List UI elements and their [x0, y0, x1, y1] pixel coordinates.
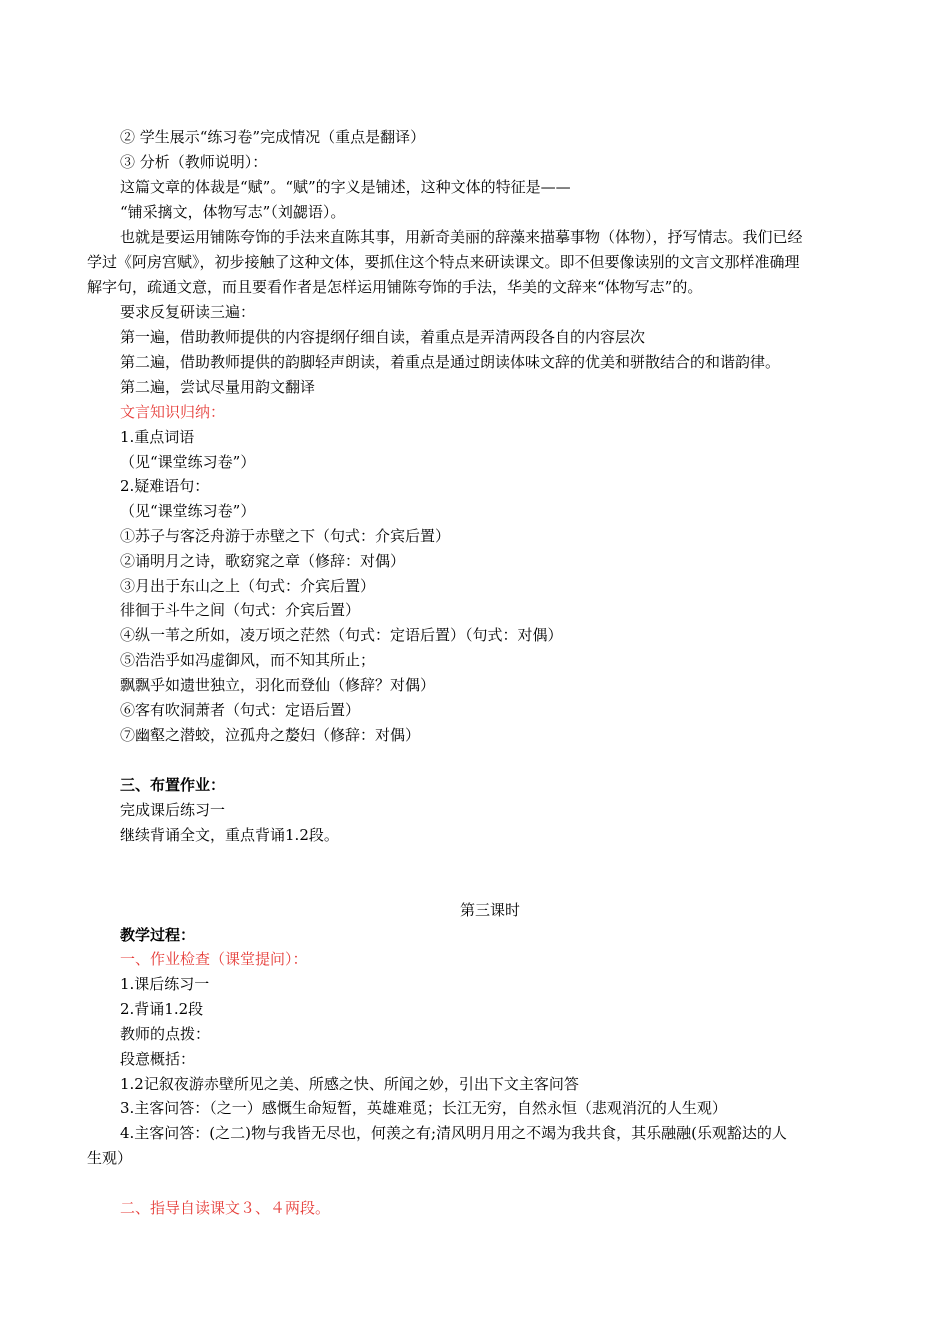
text-line: 这篇文章的体裁是“赋”。“赋”的字义是铺述，这种文体的特征是——	[120, 178, 571, 196]
text-line: 飘飘乎如遗世独立，羽化而登仙（修辞？对偶）	[120, 676, 436, 694]
text-line: 1.2记叙夜游赤壁所见之美、所感之快、所闻之妙，引出下文主客问答	[120, 1075, 579, 1093]
text-line: 3.主客问答：（之一）感慨生命短暂，英雄难觅；长江无穷，自然永恒（悲观消沉的人生观）	[120, 1099, 727, 1117]
lesson-title: 第三课时	[459, 901, 520, 919]
text-line: ③月出于东山之上（句式：介宾后置）	[120, 577, 376, 595]
text-line: （见“课堂练习卷”）	[120, 502, 256, 520]
text-line: 1.课后练习一	[120, 975, 210, 993]
text-line: “铺采摛文，体物写志”（刘勰语）。	[120, 203, 346, 221]
text-line: 学过《阿房宫赋》，初步接触了这种文体，要抓住这个特点来研读课文。即不但要像读别的文言文那样准确理	[87, 253, 800, 271]
text-line: 第二遍，尝试尽量用韵文翻译	[120, 378, 316, 396]
text-line: 继续背诵全文，重点背诵1.2段。	[120, 826, 339, 844]
text-line: ①苏子与客泛舟游于赤壁之下（句式：介宾后置）	[120, 527, 451, 545]
text-line: ②诵明月之诗，歌窈窕之章（修辞：对偶）	[120, 552, 406, 570]
text-line: 4.主客问答：(之二)物与我皆无尽也，何羡之有;清风明月用之不竭为我共食，其乐融融(乐观豁达的人	[120, 1124, 787, 1142]
text-line: 2.疑难语句：	[120, 477, 210, 495]
section-heading: 一、作业检查（课堂提问）：	[120, 950, 308, 968]
text-line: 完成课后练习一	[120, 801, 226, 819]
section-heading: 三、布置作业：	[120, 776, 226, 794]
text-line: 2.背诵1.2段	[120, 1000, 204, 1018]
text-line: ⑤浩浩乎如冯虚御风，而不知其所止；	[120, 651, 376, 669]
text-line: 徘徊于斗牛之间（句式：介宾后置）	[120, 601, 361, 619]
text-line: ③ 分析（教师说明）：	[120, 153, 268, 171]
text-line: （见“课堂练习卷”）	[120, 453, 256, 471]
text-line: 生观）	[87, 1149, 133, 1167]
text-line: 也就是要运用铺陈夸饰的手法来直陈其事，用新奇美丽的辞藻来描摹事物（体物），抒写情志。我们已经	[120, 228, 803, 246]
section-heading: 文言知识归纳：	[120, 403, 226, 421]
text-line: ④纵一苇之所如，凌万顷之茫然（句式：定语后置）（句式：对偶）	[120, 626, 563, 644]
text-line: ⑥客有吹洞萧者（句式：定语后置）	[120, 701, 361, 719]
text-line: 第二遍，借助教师提供的韵脚轻声朗读，着重点是通过朗读体味文辞的优美和骈散结合的和谐韵律。	[120, 353, 781, 371]
section-heading: 二、指导自读课文３、４两段。	[120, 1199, 331, 1217]
text-line: ⑦幽壑之潜蛟，泣孤舟之嫠妇（修辞：对偶）	[120, 726, 421, 744]
text-line: 要求反复研读三遍：	[120, 303, 256, 321]
text-line: 第一遍，借助教师提供的内容提纲仔细自读，着重点是弄清两段各自的内容层次	[120, 328, 646, 346]
text-line: ② 学生展示“练习卷”完成情况（重点是翻译）	[120, 128, 426, 146]
section-heading: 教学过程：	[120, 926, 196, 944]
text-line: 1.重点词语	[120, 428, 195, 446]
text-line: 段意概括：	[120, 1050, 196, 1068]
text-line: 教师的点拨：	[120, 1025, 211, 1043]
text-line: 解字句，疏通文意，而且要看作者是怎样运用铺陈夸饰的手法，华美的文辞来“体物写志”的。	[87, 278, 703, 296]
